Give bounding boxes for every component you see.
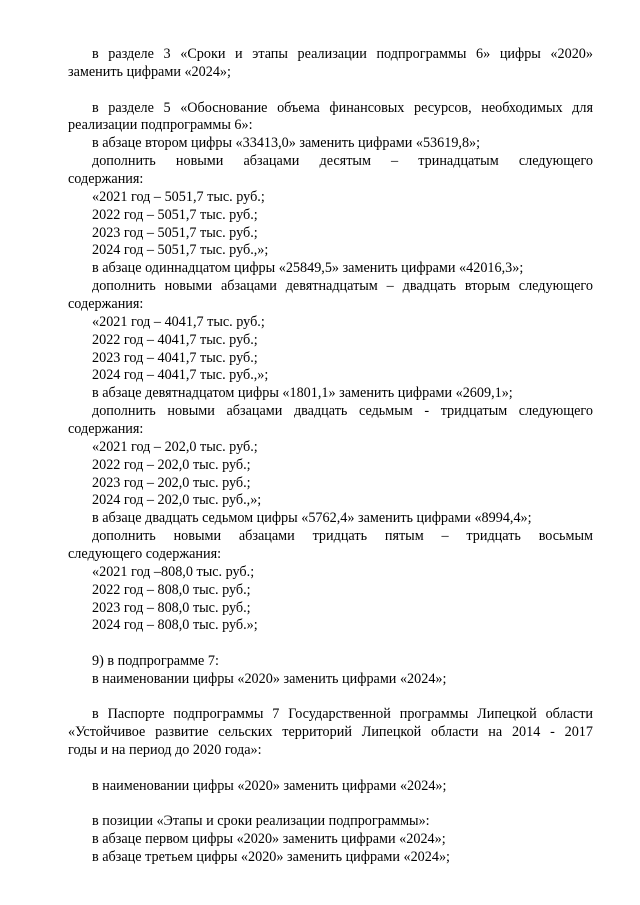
text-line: в абзаце третьем цифры «2020» заменить цифрами «2024»;	[92, 849, 450, 865]
text-line: в абзаце девятнадцатом цифры «1801,1» заменить цифрами «2609,1»;	[92, 385, 513, 401]
text-line: 2024 год – 5051,7 тыс. руб.,»;	[92, 242, 269, 258]
text-line: дополнить новыми абзацами двадцать седьмым - тридцатым следующего	[92, 403, 593, 419]
text-line: 2022 год – 808,0 тыс. руб.;	[92, 582, 251, 598]
text-line: содержания:	[68, 171, 144, 187]
text-line: 2024 год – 4041,7 тыс. руб.,»;	[92, 367, 269, 383]
text-line: в наименовании цифры «2020» заменить цифрами «2024»;	[92, 671, 447, 687]
text-line: 2022 год – 202,0 тыс. руб.;	[92, 457, 251, 473]
text-line: 2022 год – 4041,7 тыс. руб.;	[92, 332, 258, 348]
text-line: следующего содержания:	[68, 546, 222, 562]
text-line: в абзаце двадцать седьмом цифры «5762,4» заменить цифрами «8994,4»;	[92, 510, 532, 526]
text-line: содержания:	[68, 421, 144, 437]
text-line: содержания:	[68, 296, 144, 312]
text-line: «2021 год – 5051,7 тыс. руб.;	[92, 189, 265, 205]
text-line: «2021 год – 202,0 тыс. руб.;	[92, 439, 258, 455]
text-line: в Паспорте подпрограммы 7 Государственной программы Липецкой области	[92, 706, 593, 722]
text-line: в наименовании цифры «2020» заменить цифрами «2024»;	[92, 778, 447, 794]
text-line: 2024 год – 202,0 тыс. руб.,»;	[92, 492, 262, 508]
text-line: 2022 год – 5051,7 тыс. руб.;	[92, 207, 258, 223]
text-line: 2023 год – 202,0 тыс. руб.;	[92, 475, 251, 491]
text-line: в абзаце одиннадцатом цифры «25849,5» заменить цифрами «42016,3»;	[92, 260, 524, 276]
text-line: 2023 год – 808,0 тыс. руб.;	[92, 600, 251, 616]
text-line: в разделе 5 «Обоснование объема финансовых ресурсов, необходимых для	[92, 100, 593, 116]
text-line: дополнить новыми абзацами тридцать пятым – тридцать восьмым	[92, 528, 593, 544]
text-line: «2021 год – 4041,7 тыс. руб.;	[92, 314, 265, 330]
text-line: 2024 год – 808,0 тыс. руб.»;	[92, 617, 258, 633]
text-line: «2021 год –808,0 тыс. руб.;	[92, 564, 255, 580]
text-line: в абзаце первом цифры «2020» заменить цифрами «2024»;	[92, 831, 446, 847]
text-line: дополнить новыми абзацами десятым – тринадцатым следующего	[92, 153, 593, 169]
text-line: 2023 год – 4041,7 тыс. руб.;	[92, 350, 258, 366]
text-line: дополнить новыми абзацами девятнадцатым – двадцать вторым следующего	[92, 278, 593, 294]
text-line: в разделе 3 «Сроки и этапы реализации подпрограммы 6» цифры «2020»	[92, 46, 593, 62]
text-line: заменить цифрами «2024»;	[68, 64, 231, 80]
text-line: в абзаце втором цифры «33413,0» заменить цифрами «53619,8»;	[92, 135, 481, 151]
text-line: годы и на период до 2020 года»:	[68, 742, 262, 758]
text-line: 2023 год – 5051,7 тыс. руб.;	[92, 225, 258, 241]
text-line: в позиции «Этапы и сроки реализации подпрограммы»:	[92, 813, 430, 829]
text-line: «Устойчивое развитие сельских территорий Липецкой области на 2014 - 2017	[68, 724, 593, 740]
text-line: реализации подпрограммы 6»:	[68, 117, 253, 133]
text-line: 9) в подпрограмме 7:	[92, 653, 219, 669]
